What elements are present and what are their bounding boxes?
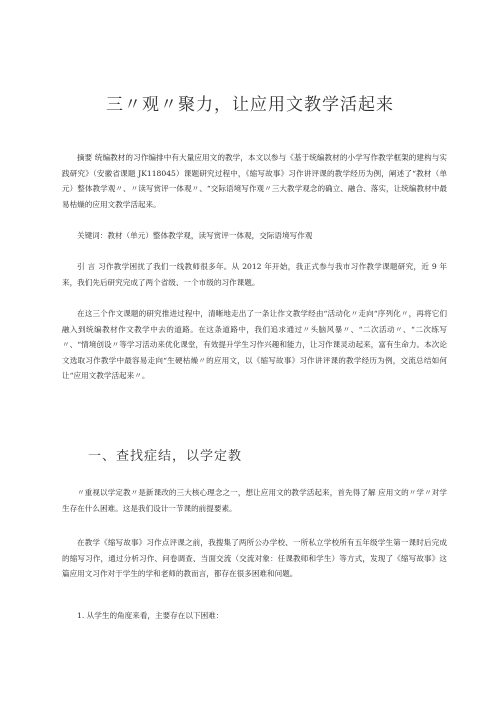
section1-list-item-1: 1. 从学生的角度来看，主要存在以下困难： [77, 611, 224, 620]
document-title: 三〃观〃聚力，让应用文教学活起来 [106, 95, 394, 115]
section1-paragraph-1: 〃重视以学定教〃是新课改的三大核心理念之一，想让应用文的教学活起来，首先得了解 应用文的〃学〃对学生存在什么困难。这是我们设计一节课的前提要素。 [62, 488, 447, 513]
section1-paragraph-2: 在教学《缩写故事》习作点评课之前，我搜集了两所公办学校、一所私立学校所有五年级学生第一课时后完成的缩写习作，通过分析习作、问卷调查、当面交流（交流对象：任课教师和学生）等方式，发现了《缩写故事》这篇应用文习作对于学生的学和老师的教而言，都存在很多困难和问题。 [62, 538, 447, 578]
section-heading-1: 一、查找症结，以学定教 [88, 449, 243, 464]
intro-paragraph-1: 引 言 习作教学困扰了我们一线教师很多年。从 2012 年开始，我正式参与我市习作教学课题研究，近 9 年来，我们先后研究完成了两个省级、一个市级的习作课题。 [62, 262, 447, 287]
abstract-paragraph: 摘要 统编教材的习作编排中有大量应用文的教学，本文以参与《基于统编教材的小学写作教学框架的建构与实践研究》（安徽省课题 JK118045）课题研究过程中，《缩写故事》习作讲评课的教学经历为例，阐述了“教材（单元）整体教学观〃、〃读写赏评一体观〃、“交际语境写作观〃三大教学观念的确立、融合、落实，让统编教材中最易枯燥的应用文教学活起来。 [62, 153, 447, 209]
keywords-line: 关键词：教材（单元）整体教学观，读写赏评一体观，交际语境写作观 [77, 231, 313, 240]
intro-paragraph-2: 在这三个作文课题的研究推进过程中，清晰地走出了一条让作文教学经由“活动化〃走向“序列化〃，再将它们融入到统编教材作文教学中去的道路。在这条道路中，我们追求通过〃头脑风暴〃、“二次活动〃、“二次练写〃、“情境创设〃等学习活动来优化课堂，有效提升学生习作兴趣和能力，让习作课灵动起来，富有生命力。本次论文选取习作教学中最容易走向“生硬枯燥〃的应用文，以《缩写故事》习作讲评课的教学经历为例，交流总结如何让“应用文教学活起来〃。 [62, 309, 447, 380]
